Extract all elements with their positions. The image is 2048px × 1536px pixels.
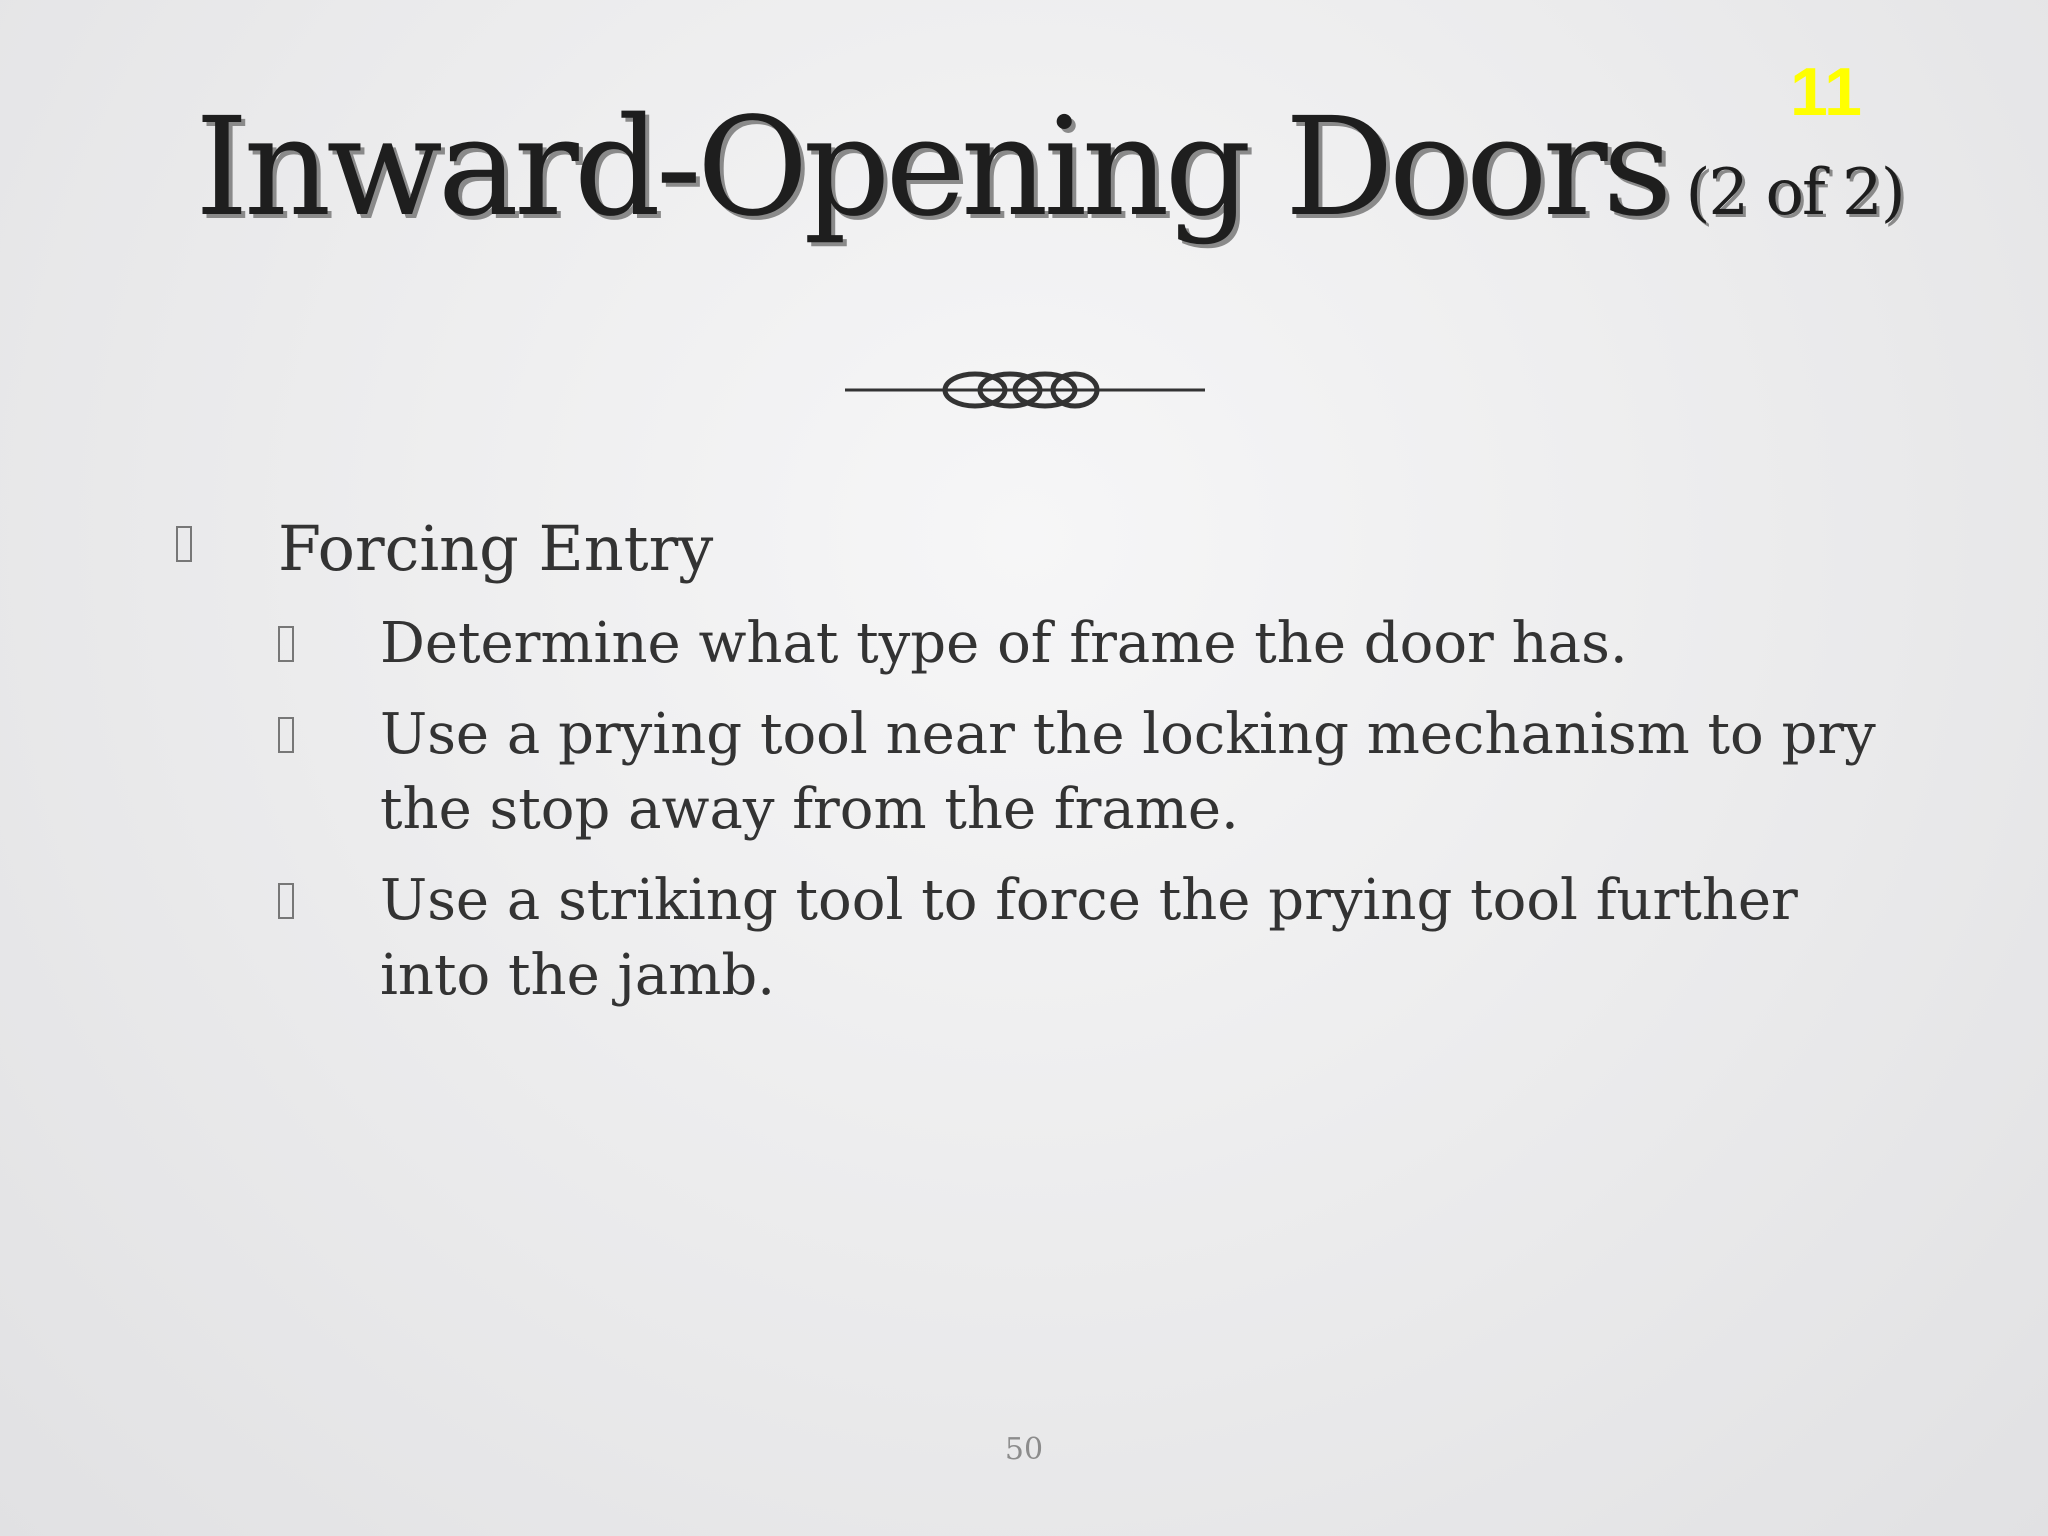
sub-bullet-text: Use a striking tool to force the prying tool further into the jamb. [380, 867, 1798, 1008]
sub-bullet-list [170, 606, 1910, 1013]
sub-bullet-text: Use a prying tool near the locking mechanism to pry the stop away from the frame. [380, 701, 1876, 842]
bullet-box-icon [278, 717, 294, 753]
bullet-box-icon [278, 883, 294, 919]
bullet-box-icon [176, 526, 192, 562]
bullet-text: Forcing Entry [278, 512, 714, 585]
slide-number-badge: 11 [1790, 54, 1862, 130]
sub-bullet-item [170, 863, 1910, 1013]
slide-body [170, 510, 1910, 1029]
sub-bullet-text: Determine what type of frame the door has. [380, 610, 1628, 676]
page-number: 50 [1004, 1432, 1044, 1467]
sub-bullet-item [170, 697, 1910, 847]
slide-title-suffix: (2 of 2) [1685, 156, 1904, 230]
ornamental-divider-icon [845, 360, 1205, 420]
bullet-box-icon [278, 626, 294, 662]
sub-bullet-item [170, 606, 1910, 681]
slide-title-main: Inward-Opening Doors [195, 89, 1668, 247]
bullet-forcing-entry [170, 510, 1910, 588]
